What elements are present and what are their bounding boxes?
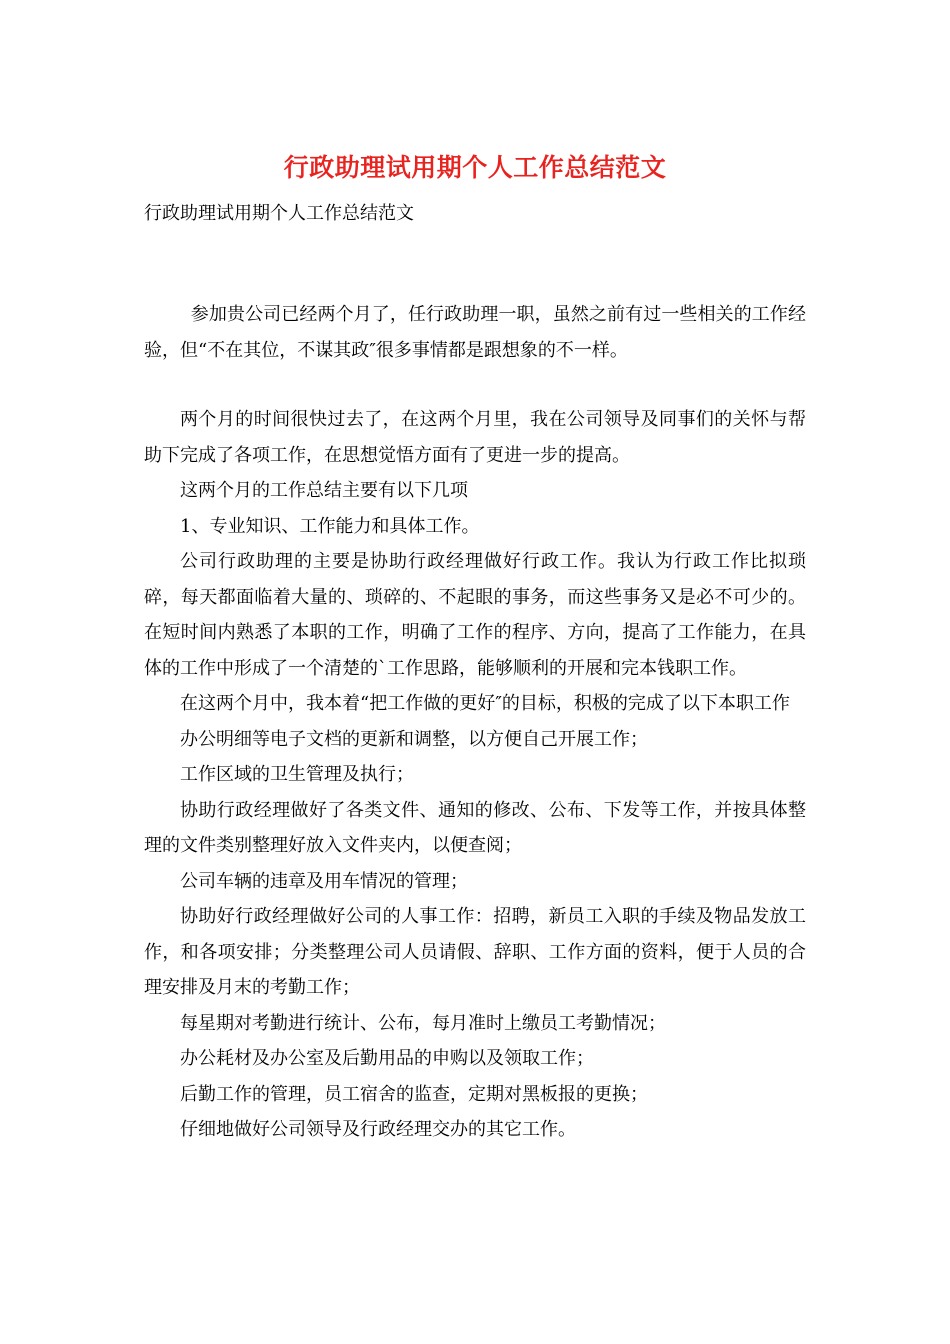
paragraph: 公司行政助理的主要是协助行政经理做好行政工作。我认为行政工作比拟琐碎，每天都面临着大量的、琐碎的、不起眼的事务，而这些事务又是必不可少的。在短时间内熟悉了本职的工作，明确了工作的程序、方向，提高了工作能力，在具体的工作中形成了一个清楚的`工作思路，能够顺利的开展和完本钱职工作。 — [144, 551, 806, 679]
document-subtitle: 行政助理试用期个人工作总结范文 — [144, 203, 414, 224]
list-item: 办公耗材及办公室及后勤用品的申购以及领取工作； — [180, 1048, 594, 1069]
paragraph: 两个月的时间很快过去了，在这两个月里，我在公司领导及同事们的关怀与帮助下完成了各项工作，在思想觉悟方面有了更进一步的提高。 — [144, 409, 806, 466]
list-item: 公司车辆的违章及用车情况的管理； — [180, 870, 468, 892]
list-item: 办公明细等电子文档的更新和调整，以方便自己开展工作； — [180, 728, 648, 750]
document-body — [144, 297, 806, 1148]
list-item: 每星期对考勤进行统计、公布，每月准时上缴员工考勤情况； — [180, 1012, 666, 1034]
paragraph: 这两个月的工作总结主要有以下几项 — [180, 480, 468, 501]
list-item: 协助好行政经理做好公司的人事工作：招聘，新员工入职的手续及物品发放工作，和各项安排；分类整理公司人员请假、辞职、工作方面的资料，便于人员的合理安排及月末的考勤工作； — [144, 906, 806, 998]
document-title: 行政助理试用期个人工作总结范文 — [283, 153, 667, 182]
list-item: 工作区域的卫生管理及执行； — [180, 764, 414, 785]
list-item: 仔细地做好公司领导及行政经理交办的其它工作。 — [180, 1119, 576, 1140]
list-item: 后勤工作的管理，员工宿舍的监查，定期对黑板报的更换； — [180, 1083, 648, 1105]
paragraph: 在这两个月中，我本着“把工作做的更好″的目标，积极的完成了以下本职工作 — [180, 693, 790, 714]
paragraph: 1、专业知识、工作能力和具体工作。 — [180, 515, 480, 537]
list-item: 协助行政经理做好了各类文件、通知的修改、公布、下发等工作，并按具体整理的文件类别整理好放入文件夹内，以便查阅； — [144, 799, 806, 856]
paragraph: 参加贵公司已经两个月了，任行政助理一职，虽然之前有过一些相关的工作经验，但“不在其位，不谋其政″很多事情都是跟想象的不一样。 — [144, 304, 806, 361]
